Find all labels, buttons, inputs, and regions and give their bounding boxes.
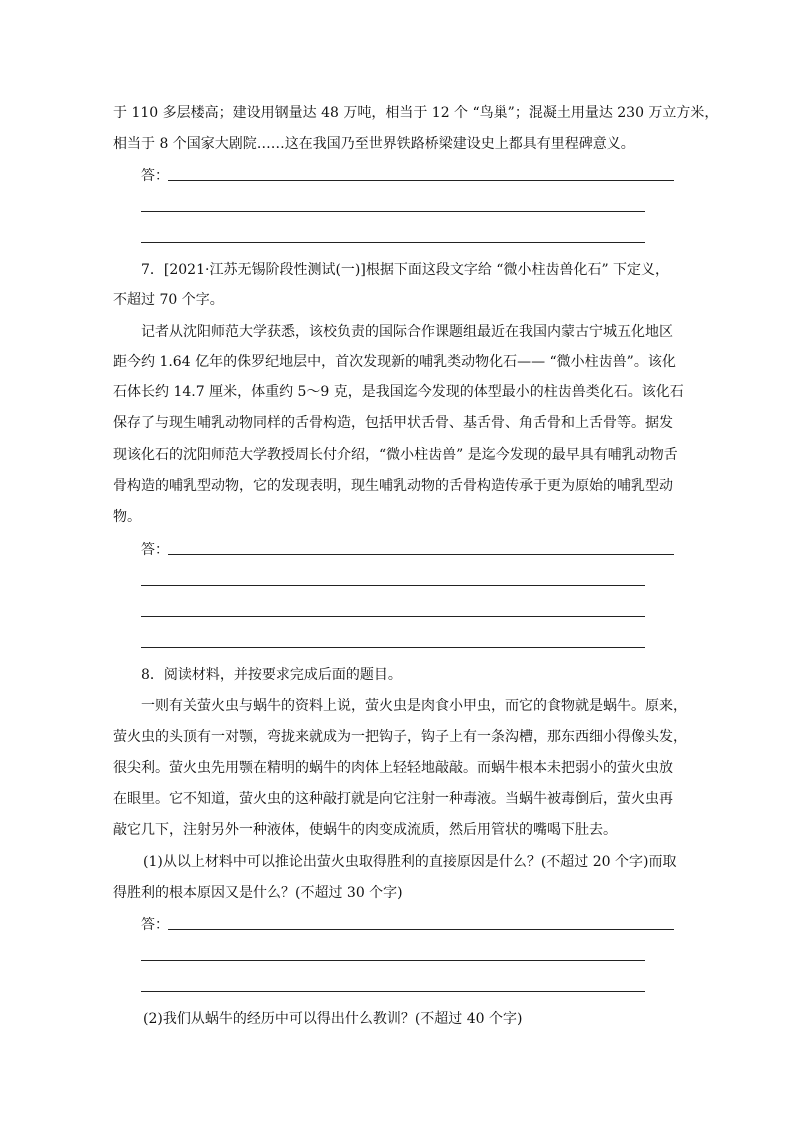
q7-passage-line: 骨构造的哺乳型动物，它的发现表明，现生哺乳动物的舌骨构造传承于更为原始的哺乳型动 [113, 478, 673, 494]
q8-passage-line: 萤火虫的头顶有一对颚，弯拢来就成为一把钩子，钩子上有一条沟槽，那东西细小得像头发， [113, 729, 687, 745]
answer-line[interactable] [168, 554, 674, 555]
q7-passage-line: 石体长约 14.7 厘米，体重约 5～9 克，是我国迄今发现的体型最小的柱齿兽类化石。该化石 [113, 384, 684, 400]
answer-label: 答： [141, 917, 169, 933]
q8-passage-line: 很尖利。萤火虫先用颚在精明的蜗牛的肉体上轻轻地敲敲。而蜗牛根本未把弱小的萤火虫放 [113, 760, 673, 776]
answer-line[interactable] [141, 991, 645, 992]
q8-passage-line: 在眼里。它不知道，萤火虫的这种敲打就是向它注射一种毒液。当蜗牛被毒倒后，萤火虫再 [113, 791, 673, 807]
answer-line[interactable] [141, 647, 645, 648]
q8-sub1-line-1: (1)从以上材料中可以推论出萤火虫取得胜利的直接原因是什么？(不超过 20 个字)而取 [143, 854, 677, 870]
answer-line[interactable] [168, 929, 674, 930]
q8-sub1-line-2: 得胜利的根本原因又是什么？(不超过 30 个字) [113, 885, 403, 901]
answer-line[interactable] [141, 616, 645, 617]
answer-label: 答： [141, 168, 169, 184]
answer-line[interactable] [141, 960, 645, 961]
intro-line-1: 于 110 多层楼高；建设用钢量达 48 万吨，相当于 12 个 “鸟巢”；混凝土用量达 230 万立方米， [113, 105, 719, 121]
q7-prompt-line-1: 7．[2021·江苏无锡阶段性测试(一)]根据下面这段文字给 “微小柱齿兽化石” 下定义， [141, 262, 670, 278]
q8-passage-line: 敲它几下，注射另外一种液体，使蜗牛的肉变成流质，然后用管状的嘴喝下肚去。 [113, 822, 617, 838]
q7-passage-line: 现该化石的沈阳师范大学教授周长付介绍，“微小柱齿兽” 是迄今发现的最早具有哺乳动物舌 [113, 447, 678, 463]
answer-label: 答： [141, 542, 169, 558]
q8-prompt: 8．阅读材料，并按要求完成后面的题目。 [141, 667, 402, 683]
q8-passage-line: 一则有关萤火虫与蜗牛的资料上说，萤火虫是肉食小甲虫，而它的食物就是蜗牛。原来， [141, 698, 687, 714]
q7-passage-line: 记者从沈阳师范大学获悉，该校负责的国际合作课题组最近在我国内蒙古宁城五化地区 [141, 324, 673, 340]
answer-line[interactable] [168, 180, 674, 181]
answer-line[interactable] [141, 585, 645, 586]
q8-sub2: (2)我们从蜗牛的经历中可以得出什么教训？(不超过 40 个字) [143, 1011, 523, 1027]
q7-prompt-line-2: 不超过 70 个字。 [113, 292, 224, 308]
q7-passage-line: 物。 [113, 509, 141, 525]
intro-line-2: 相当于 8 个国家大剧院……这在我国乃至世界铁路桥梁建设史上都具有里程碑意义。 [113, 136, 635, 152]
q7-passage-line: 保存了与现生哺乳动物同样的舌骨构造，包括甲状舌骨、基舌骨、角舌骨和上舌骨等。据发 [113, 415, 673, 431]
q7-passage-line: 距今约 1.64 亿年的侏罗纪地层中，首次发现新的哺乳类动物化石—— “微小柱齿兽”。该化 [113, 354, 676, 370]
answer-line[interactable] [141, 211, 645, 212]
answer-line[interactable] [141, 242, 645, 243]
